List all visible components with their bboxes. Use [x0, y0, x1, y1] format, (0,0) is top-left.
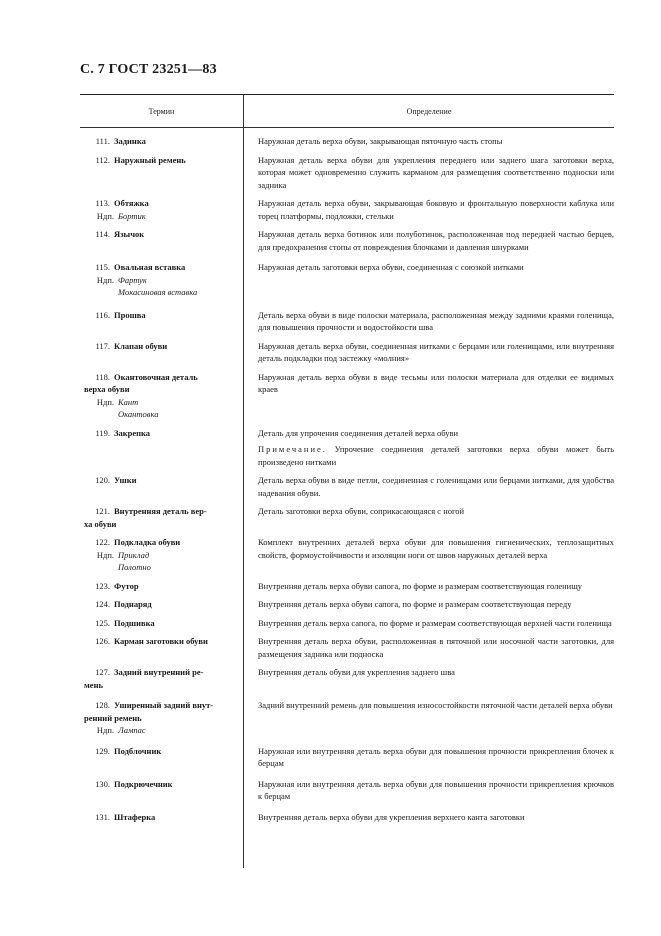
term-number: 124. [95, 599, 110, 609]
term-name: Штаферка [114, 811, 156, 822]
ndp-label: Ндп. [96, 396, 114, 407]
term-number: 127. [95, 667, 110, 677]
definition-cell [243, 745, 614, 770]
table-row [80, 805, 614, 826]
definition-cell [243, 154, 614, 192]
ndp-label: Ндп. [96, 549, 114, 560]
definition-cell [243, 666, 614, 691]
term-number: 129. [95, 745, 110, 756]
column-header-definition: Определение [406, 106, 452, 116]
term-name: Прошва [114, 309, 146, 320]
term-cell [80, 580, 243, 593]
term-number: 122. [95, 537, 110, 547]
definition-text: Комплект внутренних деталей верха обуви для повышения гигиенических, теплозащитных свойств, формоустойчивости и изоляции ноги от швов наружных деталей верха [258, 537, 614, 560]
term-name: Поднаряд [114, 599, 152, 609]
unacceptable-synonym: Приклад [118, 549, 150, 560]
definition-cell [243, 474, 614, 499]
term-number: 117. [95, 340, 110, 351]
term-cell [80, 598, 243, 611]
term-number: 121. [95, 506, 110, 516]
table-row [80, 255, 614, 301]
table-row [80, 501, 614, 532]
note-text: Упрочение соединения деталей заготовки верха обуви может быть произведено нитками [258, 444, 614, 467]
definition-cell [243, 778, 614, 803]
term-cell [80, 811, 243, 824]
term-cell [80, 261, 243, 299]
term-name-continued: ренний ремень [84, 712, 142, 723]
term-name: Ушки [114, 475, 137, 485]
term-name: Внутренняя деталь вер- [114, 506, 207, 516]
term-number: 126. [95, 636, 110, 646]
unacceptable-synonym: Окантовка [118, 409, 159, 419]
term-cell [80, 505, 243, 530]
term-cell [80, 745, 243, 770]
definition-cell [243, 505, 614, 530]
term-name: Подшивка [114, 617, 155, 628]
note-label: Примечание. [258, 444, 327, 454]
term-name: Футор [114, 580, 139, 591]
unacceptable-synonym: Фартук [118, 274, 147, 285]
term-number: 115. [95, 262, 110, 272]
definition-text: Деталь верха обуви в виде полоски материала, расположенная между задними краями голенища, для повышения прочности и водостойкости шва [258, 309, 614, 332]
table-row [80, 301, 614, 336]
term-number: 111. [95, 136, 110, 146]
term-cell [80, 617, 243, 630]
definition-cell [243, 580, 614, 593]
table-row [80, 336, 614, 367]
unacceptable-synonym: Мокасиновая вставка [118, 287, 198, 297]
page-header: С. 7 ГОСТ 23251—83 [80, 62, 217, 77]
term-name: Овальная вставка [114, 262, 186, 272]
term-name-continued: ха обуви [84, 518, 117, 529]
term-number: 116. [95, 309, 110, 320]
definition-text: Внутренняя деталь верха обуви сапога, по форме и размерам соответствующая переду [258, 599, 572, 609]
definition-text: Деталь для упрочения соединения деталей верха обуви [258, 427, 459, 438]
term-number: 120. [95, 475, 110, 485]
term-cell [80, 427, 243, 469]
definition-text: Наружная деталь верха обуви в виде тесьмы или полоски материала для отделки ее видимых краев [258, 371, 614, 394]
term-name: Подблочник [114, 745, 162, 756]
term-number: 118. [95, 371, 110, 382]
terms-table [80, 94, 614, 825]
table-row [80, 150, 614, 194]
term-name: Наружный ремень [114, 154, 186, 165]
term-cell [80, 666, 243, 691]
term-cell [80, 371, 243, 421]
term-number: 131. [95, 811, 110, 822]
term-number: 125. [95, 617, 110, 628]
table-row [80, 576, 614, 595]
unacceptable-synonym: Полотно [118, 562, 151, 572]
term-name: Закрепка [114, 427, 151, 438]
term-name: Обтяжка [114, 198, 149, 208]
term-name: Уширенный задний внут- [114, 700, 214, 710]
table-body [80, 128, 614, 825]
term-number: 119. [95, 427, 110, 438]
term-cell [80, 340, 243, 365]
term-name: Задний внутренний ре- [114, 667, 204, 677]
definition-text: Наружная деталь верха ботинок или полуботинок, расположенная под передней частью берцев, для предохранения стопы от повреждения блочками и давления шнурками [258, 229, 614, 252]
term-cell [80, 536, 243, 574]
definition-text: Внутренняя деталь верха обуви сапога, по форме и размерам соответствующая голенищу [258, 580, 583, 591]
definition-text: Деталь заготовки верха обуви, соприкасающаяся с ногой [258, 506, 465, 516]
unacceptable-synonym: Кант [118, 396, 139, 407]
definition-text: Наружная или внутренняя деталь верха обуви для повышения прочности прикрепления крючков к берцам [258, 778, 614, 801]
ndp-label: Ндп. [96, 274, 114, 285]
column-header-term: Термин [80, 95, 244, 127]
definition-text: Наружная деталь верха обуви для укрепления переднего или заднего шага заготовки верха, которая может одновременно служить карманом для размещения соответственно подноски или задника [258, 154, 614, 190]
term-name-continued: верха обуви [84, 384, 130, 394]
table-row [80, 693, 614, 739]
definition-cell [243, 371, 614, 421]
definition-text: Наружная или внутренняя деталь верха обуви для повышения прочности прикрепления блочек к берцам [258, 745, 614, 768]
definition-text: Деталь верха обуви в виде петли, соединенная с голенищами или берцами нитками, для удобства надевания обуви. [258, 475, 614, 498]
definition-cell [243, 598, 614, 611]
ndp-label: Ндп. [96, 725, 114, 735]
definition-cell [243, 197, 614, 222]
definition-cell [243, 309, 614, 334]
table-row [80, 631, 614, 662]
table-row [80, 662, 614, 693]
table-row [80, 470, 614, 501]
table-row [80, 594, 614, 613]
definition-text: Наружная деталь заготовки верха обуви, соединенная с союзкой нитками [258, 262, 524, 272]
term-cell [80, 635, 243, 660]
definition-text: Внутренняя деталь верха обуви для укрепления верхнего канта заготовки [258, 811, 525, 822]
definition-note [258, 443, 614, 468]
term-number: 114. [95, 229, 110, 239]
unacceptable-synonym: Лампас [118, 725, 146, 735]
definition-text: Задний внутренний ремень для повышения износостойкости пяточной части деталей верха обуви [258, 700, 613, 710]
table-row [80, 423, 614, 471]
term-name-continued: мень [84, 679, 103, 690]
definition-cell [243, 261, 614, 299]
term-number: 130. [95, 778, 110, 789]
table-row [80, 772, 614, 805]
definition-cell [243, 135, 614, 148]
table-row [80, 193, 614, 224]
definition-text: Наружная деталь верха обуви, соединенная нитками с берцами или голенищами, или внутренняя деталь подкладки под застежку «молния» [258, 340, 614, 363]
term-cell [80, 474, 243, 499]
definition-text: Наружная деталь верха обуви, закрывающая пяточную часть стопы [258, 136, 503, 146]
term-cell [80, 309, 243, 334]
term-name: Задинка [114, 136, 146, 146]
table-row [80, 739, 614, 772]
term-name: Подкладка обуви [114, 537, 181, 547]
term-cell [80, 154, 243, 192]
table-row [80, 613, 614, 632]
term-name: Окантовочная деталь [114, 371, 198, 382]
term-cell [80, 197, 243, 222]
term-number: 112. [95, 154, 110, 165]
term-name: Подкрючечник [114, 778, 173, 789]
definition-cell [243, 617, 614, 630]
term-number: 123. [95, 580, 110, 591]
term-name: Карман заготовки обуви [114, 636, 208, 646]
table-row [80, 367, 614, 423]
ndp-label: Ндп. [96, 210, 114, 221]
term-name: Язычок [114, 229, 145, 239]
term-number: 128. [95, 700, 110, 710]
table-row [80, 532, 614, 576]
term-cell [80, 228, 243, 253]
term-cell [80, 778, 243, 803]
table-row [80, 224, 614, 255]
table-row [80, 128, 614, 150]
definition-cell [243, 635, 614, 660]
definition-cell [243, 811, 614, 824]
unacceptable-synonym: Бортик [118, 210, 146, 221]
definition-cell [243, 427, 614, 469]
term-name: Клапан обуви [114, 340, 168, 351]
term-number: 113. [95, 198, 110, 208]
definition-cell [243, 536, 614, 574]
table-header [80, 95, 614, 128]
definition-text: Внутренняя деталь обуви для укрепления заднего шва [258, 667, 455, 677]
definition-cell [243, 699, 614, 737]
definition-cell [243, 228, 614, 253]
definition-cell [243, 340, 614, 365]
term-cell [80, 699, 243, 737]
term-cell [80, 135, 243, 148]
definition-text: Наружная деталь верха обуви, закрывающая боковую и фронтальную поверхности каблука или торец платформы, подложки, стельки [258, 198, 614, 221]
definition-text: Внутренняя деталь верха обуви, расположенная в пяточной или носочной части заготовки, для размещения задника или подноска [258, 636, 614, 659]
definition-text: Внутренняя деталь верха сапога, по форме и размерам соответствующая верхней части голенища [258, 617, 612, 628]
